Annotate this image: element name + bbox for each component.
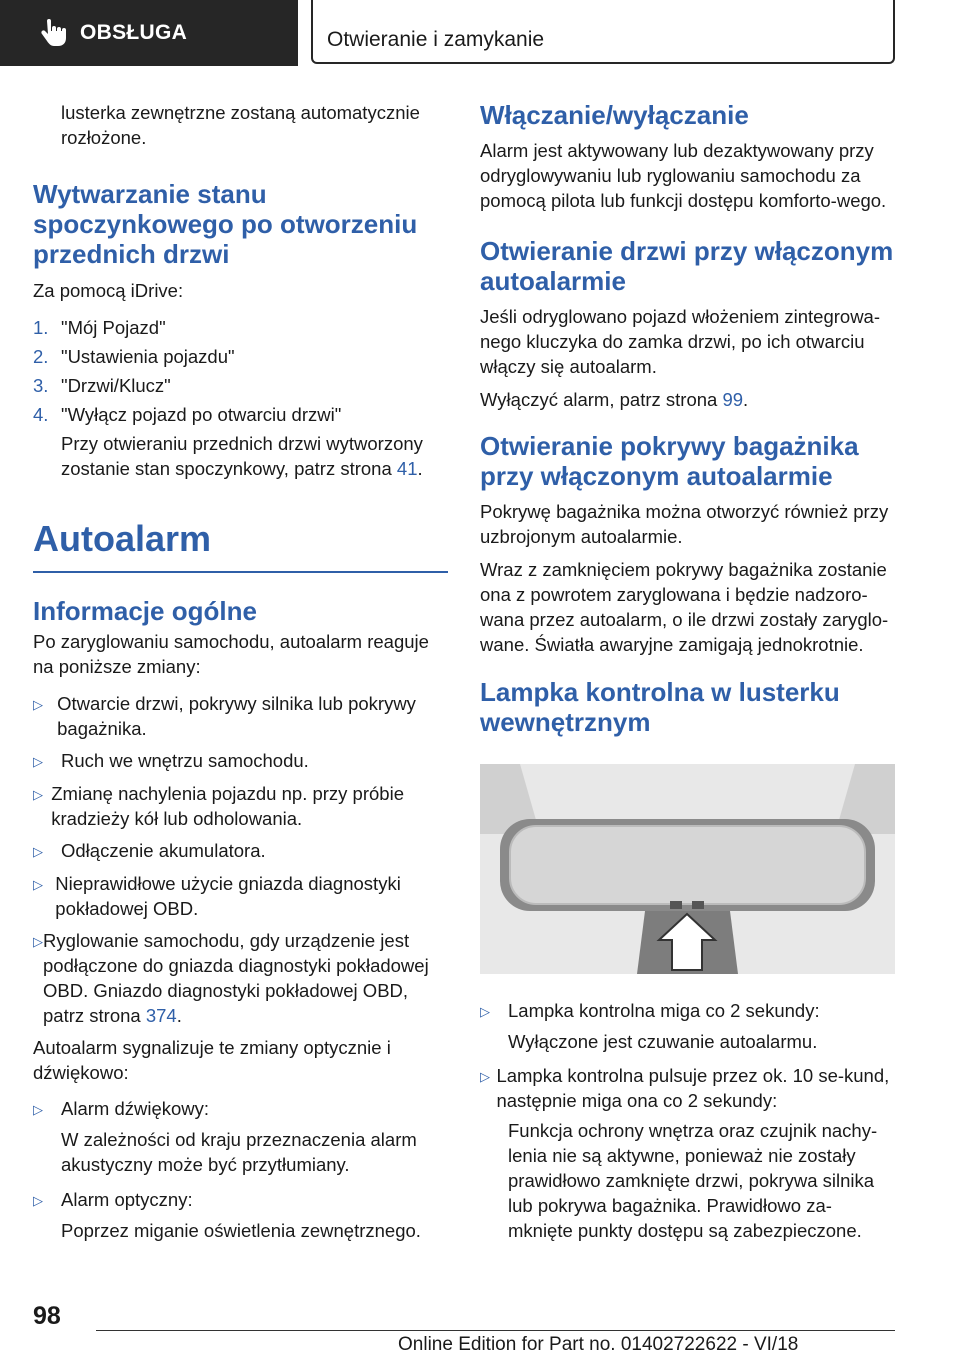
- signal-text: Autoalarm sygnalizuje te zmiany optycznie i dźwiękowo:: [33, 1037, 391, 1083]
- intro-text: lusterka zewnętrzne zostaną automatycznie rozłożone.: [61, 102, 420, 148]
- triangle-bullet-icon: ▷: [33, 1193, 43, 1208]
- triangle-bullet-icon: ▷: [33, 934, 43, 949]
- chapter-tab: [311, 0, 895, 64]
- lamp-note-2: Funkcja ochrony wnętrza oraz czujnik nachy-lenia nie są aktywne, ponieważ nie zostały prawidłowo zamknięte drzwi, pokrywa silnika lub pokrywa bagażnika. Prawidłowo za-mknięte punkty dostępu są zabezpieczone.: [508, 1120, 878, 1241]
- step-text: "Wyłącz pojazd po otwarciu drzwi": [61, 404, 342, 425]
- optical-note: Poprzez miganie oświetlenia zewnętrznego.: [61, 1220, 421, 1241]
- list-item: [33, 838, 448, 864]
- section-tab: [0, 0, 298, 66]
- onoff-text: Alarm jest aktywowany lub dezaktywowany przy odryglowywaniu lub ryglowaniu samochodu za pomocą pilota lub funkcji dostępu komforto-wego.: [480, 140, 887, 211]
- list-item-text: Alarm dźwiękowy:: [61, 1098, 210, 1119]
- changes-list: [33, 691, 448, 1028]
- list-item-text: Ruch we wnętrzu samochodu.: [61, 750, 309, 771]
- heading-lamp: Lampka kontrolna w lusterku wewnętrznym: [480, 677, 840, 737]
- triangle-bullet-icon: ▷: [33, 787, 43, 802]
- list-item: [33, 402, 448, 427]
- step-number: 1.: [33, 317, 49, 338]
- step-number: 2.: [33, 346, 49, 367]
- step-number: 3.: [33, 375, 49, 396]
- list-item: [480, 1063, 895, 1113]
- triangle-bullet-icon: ▷: [33, 1102, 43, 1117]
- step4-note-text: Przy otwieraniu przednich drzwi wytworzony zostanie stan spoczynkowy, patrz strona: [61, 433, 423, 479]
- doors-off-text: Wyłączyć alarm, patrz strona 99.: [480, 389, 749, 410]
- step-number: 4.: [33, 404, 49, 425]
- list-item: [33, 871, 448, 921]
- right-column: [480, 100, 895, 1243]
- doors-off-label: Wyłączyć alarm, patrz strona: [480, 389, 718, 410]
- step4-note: Przy otwieraniu przednich drzwi wytworzony zostanie stan spoczynkowy, patrz strona 41.: [61, 433, 423, 479]
- list-item-text: Alarm optyczny:: [61, 1189, 193, 1210]
- triangle-bullet-icon: ▷: [33, 697, 43, 712]
- list-item: [33, 1187, 448, 1213]
- general-intro: Po zaryglowaniu samochodu, autoalarm reaguje na poniższe zmiany:: [33, 631, 429, 677]
- hand-pointer-icon: [40, 19, 66, 47]
- list-item: [33, 748, 448, 774]
- step-text: "Mój Pojazd": [61, 317, 166, 338]
- footer-divider: [96, 1330, 895, 1331]
- idrive-text: Za pomocą iDrive:: [33, 280, 184, 301]
- list-item-text: Ryglowanie samochodu, gdy urządzenie jest podłączone do gniazda diagnostyki pokładowej OBD. Gniazdo diagnostyki pokładowej OBD, patrz strona 374.: [43, 930, 429, 1026]
- step-text: "Ustawienia pojazdu": [61, 346, 235, 367]
- lamp-note-1: Wyłączone jest czuwanie autoalarmu.: [508, 1031, 818, 1052]
- page-link[interactable]: 99: [722, 389, 744, 410]
- heading-general: Informacje ogólne: [33, 596, 257, 626]
- trunk-text-2: Wraz z zamknięciem pokrywy bagażnika zostanie ona z powrotem zaryglowana i będzie nadzoro-wana przez autoalarm, o ile drzwi zostały zaryglo-wane. Światła awaryjne zamigają jednokrotnie.: [480, 559, 889, 655]
- doors-text: Jeśli odryglowano pojazd włożeniem zintegrowa-nego kluczyka do zamka drzwi, po ich otwarciu włączy się autoalarm.: [480, 306, 881, 377]
- acoustic-note: W zależności od kraju przeznaczenia alarm akustyczny może być przytłumiany.: [61, 1129, 417, 1175]
- list-item: [33, 315, 448, 340]
- list-item: [33, 373, 448, 398]
- list-item-text: Lampka kontrolna miga co 2 sekundy:: [508, 1000, 820, 1021]
- list-item-text: Nieprawidłowe użycie gniazda diagnostyki pokładowej OBD.: [55, 873, 401, 919]
- list-item: [33, 344, 448, 369]
- list-item-text: Otwarcie drzwi, pokrywy silnika lub pokrywy bagażnika.: [57, 693, 416, 739]
- step-text: "Drzwi/Klucz": [61, 375, 171, 396]
- list-item: [33, 928, 448, 1028]
- steps-list: [33, 315, 448, 481]
- mirror-illustration: [480, 764, 895, 974]
- trunk-text-1: Pokrywę bagażnika można otworzyć również przy uzbrojonym autoalarmie.: [480, 501, 889, 547]
- list-item: [33, 1096, 448, 1122]
- heading-autoalarm: Autoalarm: [33, 518, 212, 559]
- list-item: [33, 781, 448, 831]
- triangle-bullet-icon: ▷: [33, 844, 43, 859]
- list-item: [480, 998, 895, 1024]
- list-item-text: Odłączenie akumulatora.: [61, 840, 266, 861]
- page-number: 98: [33, 1302, 61, 1330]
- triangle-bullet-icon: ▷: [33, 754, 43, 769]
- page-link[interactable]: 41: [396, 458, 418, 479]
- obd-text: Ryglowanie samochodu, gdy urządzenie jest podłączone do gniazda diagnostyki pokładowej OBD. Gniazdo diagnostyki pokładowej OBD, patrz strona: [43, 930, 429, 1026]
- chapter-title: Otwieranie i zamykanie: [327, 28, 545, 51]
- page-header: [0, 0, 960, 66]
- left-column: [33, 100, 448, 1243]
- footer-edition: Online Edition for Part no. 01402722622 - VI/18: [398, 1334, 799, 1355]
- page-link[interactable]: 374: [145, 1005, 177, 1026]
- section-label: OBSŁUGA: [80, 21, 188, 44]
- rearview-mirror-image: [480, 764, 895, 974]
- triangle-bullet-icon: ▷: [480, 1004, 490, 1019]
- heading-onoff: Włączanie/wyłączanie: [480, 100, 749, 130]
- list-item-text: Lampka kontrolna pulsuje przez ok. 10 se-kund, następnie miga ona co 2 sekundy:: [496, 1065, 890, 1111]
- triangle-bullet-icon: ▷: [33, 877, 43, 892]
- heading-standby: Wytwarzanie stanu spoczynkowego po otworzeniu przednich drzwi: [33, 179, 418, 269]
- list-item-text: Zmianę nachylenia pojazdu np. przy próbie kradzieży kół lub odholowania.: [51, 783, 404, 829]
- triangle-bullet-icon: ▷: [480, 1069, 490, 1084]
- list-item: [33, 691, 448, 741]
- heading-doors: Otwieranie drzwi przy włączonym autoalarmie: [480, 236, 894, 296]
- heading-trunk: Otwieranie pokrywy bagażnika przy włączonym autoalarmie: [480, 431, 859, 491]
